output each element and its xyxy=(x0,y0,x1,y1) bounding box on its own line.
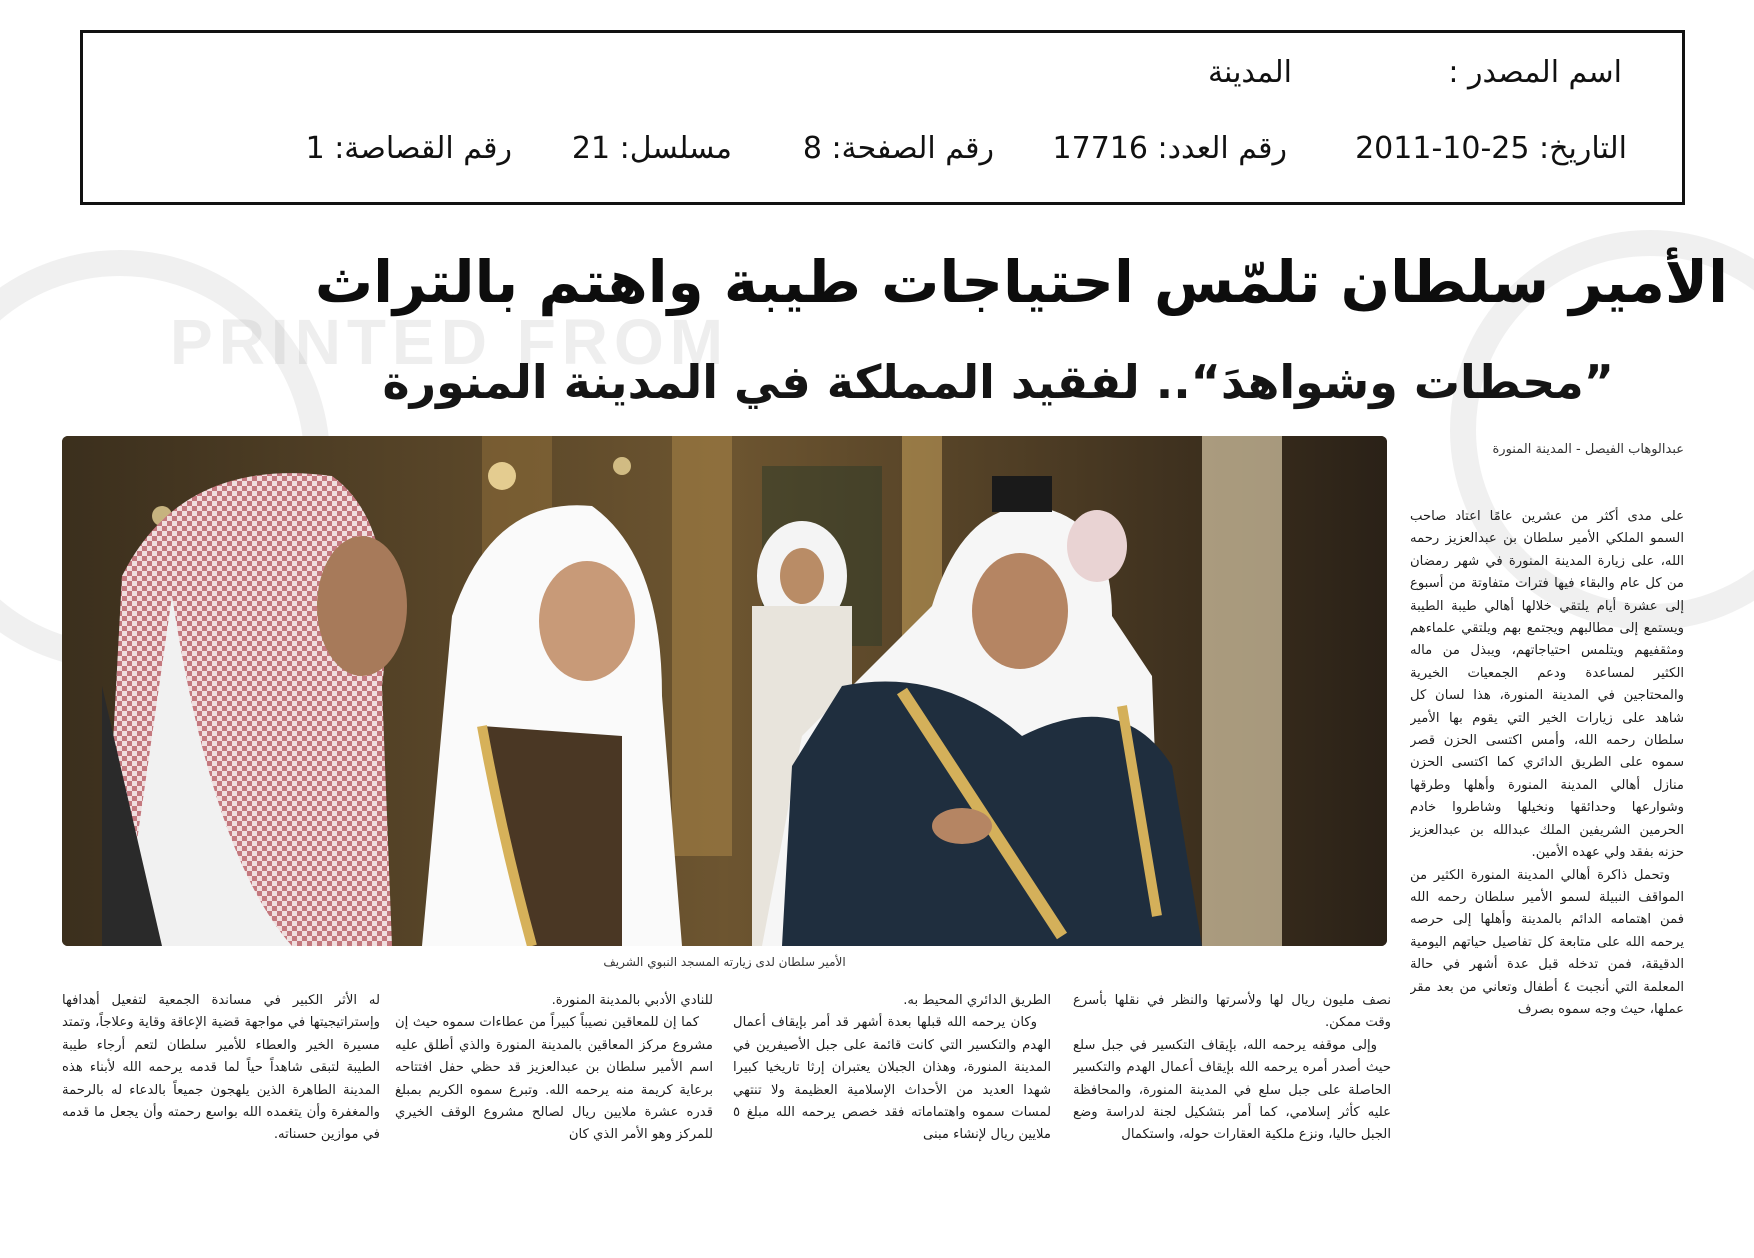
date-field: التاريخ: 25-10-2011 xyxy=(1355,131,1627,166)
column-paragraph: وإلى موقفه يرحمه الله، بإيقاف التكسير في جبل سلع حيث أصدر أمره يرحمه الله بإيقاف أعمال الهدم والتكسير الحاصلة على جبل سلع في المدينة المنورة، والمحافظة عليه كأثر إسلامي، كما أمر بتشكيل لجنة لدراسة وضع الجبل حاليا، ونزع ملكية العقارات حوله، واستكمال xyxy=(1073,1037,1391,1143)
article-column-3 xyxy=(733,990,1051,1240)
issue-number: رقم العدد: 17716 xyxy=(1052,131,1287,166)
watermark-text: PRINTED FROM xyxy=(170,306,730,378)
column-paragraph: وكان يرحمه الله قبلها بعدة أشهر قد أمر بإيقاف أعمال الهدم والتكسير التي كانت قائمة على جبل الأصيفرين في المدينة المنورة، وهذان الجبلان يعتبران إرثا تاريخيا كبيرا شهدا العديد من الأحداث الإسلامية العظيمة ولا تنتهي لمسات سموه واهتماماته فقد خصص يرحمه الله مبلغ ٥ ملايين ريال لإنشاء مبنى xyxy=(733,1015,1051,1143)
serial-number: مسلسل: 21 xyxy=(571,131,732,166)
page-number: رقم الصفحة: 8 xyxy=(802,131,994,166)
photo-illustration xyxy=(62,436,1387,946)
photo-caption: الأمير سلطان لدى زيارته المسجد النبوي الشريف xyxy=(603,955,846,969)
article-subheadline: ”محطات وشواهدَ“.. لفقيد المملكة في المدينة المنورة xyxy=(382,355,1614,409)
column-paragraph: وتحمل ذاكرة أهالي المدينة المنورة الكثير من المواقف النبيلة لسمو الأمير سلطان رحمه الله فمن اهتمامه الدائم بالمدينة وأهلها إلى حرصه يرحمه الله على متابعة كل تفاصيل حياتهم اليومية الدقيقة، فمن تدخله قبل عدة أشهر في حالة المعلمة التي أنجبت ٤ أطفال وتعاني من بعد مقر عملها، حيث وجه سموه بصرف xyxy=(1410,867,1684,1017)
source-value: المدينة xyxy=(1207,55,1292,90)
column-paragraph: على مدى أكثر من عشرين عامًا اعتاد صاحب السمو الملكي الأمير سلطان بن عبدالعزيز رحمه الله، على زيارة المدينة المنورة في شهر رمضان من كل عام والبقاء فيها فترات متفاوتة من أسبوع إلى عشرة أيام يلتقي خلالها أهالي طيبة الطيبة ويستمع إلى مطالبهم ويجتمع بهم ويلتقي علماءهم ومثقفيهم ويتلمس احتياجاتهم، ويبذل من ماله الكثير لمساعدة ودعم الجمعيات الخيرية والمحتاجين في المدينة المنورة، هذا لسان كل شاهد على زيارات الخير التي يقوم بها الأمير سلطان رحمه الله، وأمس اكتسى الحزن قصر سموه على الطريق الدائري كما اكتسى الحزن منازل أهالي المدينة المنورة وأهلها وطرقها وشوارعها وحدائقها ونخيلها وشاطروا خادم الحرمين الشريفين الملك عبدالله بن عبدالعزيز حزنه بفقد ولي عهده الأمين. xyxy=(1410,509,1684,861)
article-headline: الأمير سلطان تلمّس احتياجات طيبة واهتم بالتراث xyxy=(314,248,1728,316)
article-column-5 xyxy=(62,990,380,1240)
article-column-1 xyxy=(1410,506,1684,1236)
source-label: اسم المصدر : xyxy=(1448,55,1622,90)
article-byline: عبدالوهاب الفيصل - المدينة المنورة xyxy=(1492,442,1684,457)
article-photo xyxy=(62,436,1387,946)
column-paragraph: للنادي الأدبي بالمدينة المنورة. xyxy=(551,993,713,1008)
column-paragraph: الطريق الدائري المحيط به. xyxy=(903,993,1051,1008)
clipping-number: رقم القصاصة: 1 xyxy=(305,131,512,166)
article-column-4 xyxy=(395,990,713,1240)
column-paragraph: نصف مليون ريال لها ولأسرتها والنظر في نقلها بأسرع وقت ممكن. xyxy=(1073,993,1391,1031)
column-paragraph: كما إن للمعاقين نصيباً كبيراً من عطاءات سموه حيث إن مشروع مركز المعاقين بالمدينة المنورة والذي أطلق عليه اسم الأمير سلطان بن عبدالعزيز قد حظي حفل افتتاحه برعاية كريمة منه يرحمه الله. وتبرع سموه الكريم بمبلغ قدره عشرة ملايين ريال لصالح مشروع الوقف الخيري للمركز وهو الأمر الذي كان xyxy=(395,1015,713,1143)
article-column-2 xyxy=(1073,990,1391,1240)
column-paragraph: له الأثر الكبير في مساندة الجمعية لتفعيل أهدافها وإستراتيجيتها في مواجهة قضية الإعاقة وقاية وعلاجاً، وتمتد مسيرة الخير والعطاء للأمير سلطان لتعم أرجاء طيبة الطيبة لتبقى شاهداً حياً لما قدمه يرحمه الله لأبناء هذه المدينة الطاهرة الذين يلهجون جميعاً بالدعاء له بالرحمة والمغفرة وأن يتغمده الله بواسع رحمته وأن يجعل ما قدمه في موازين حسناته. xyxy=(62,993,380,1143)
clipping-info-box xyxy=(80,30,1685,205)
